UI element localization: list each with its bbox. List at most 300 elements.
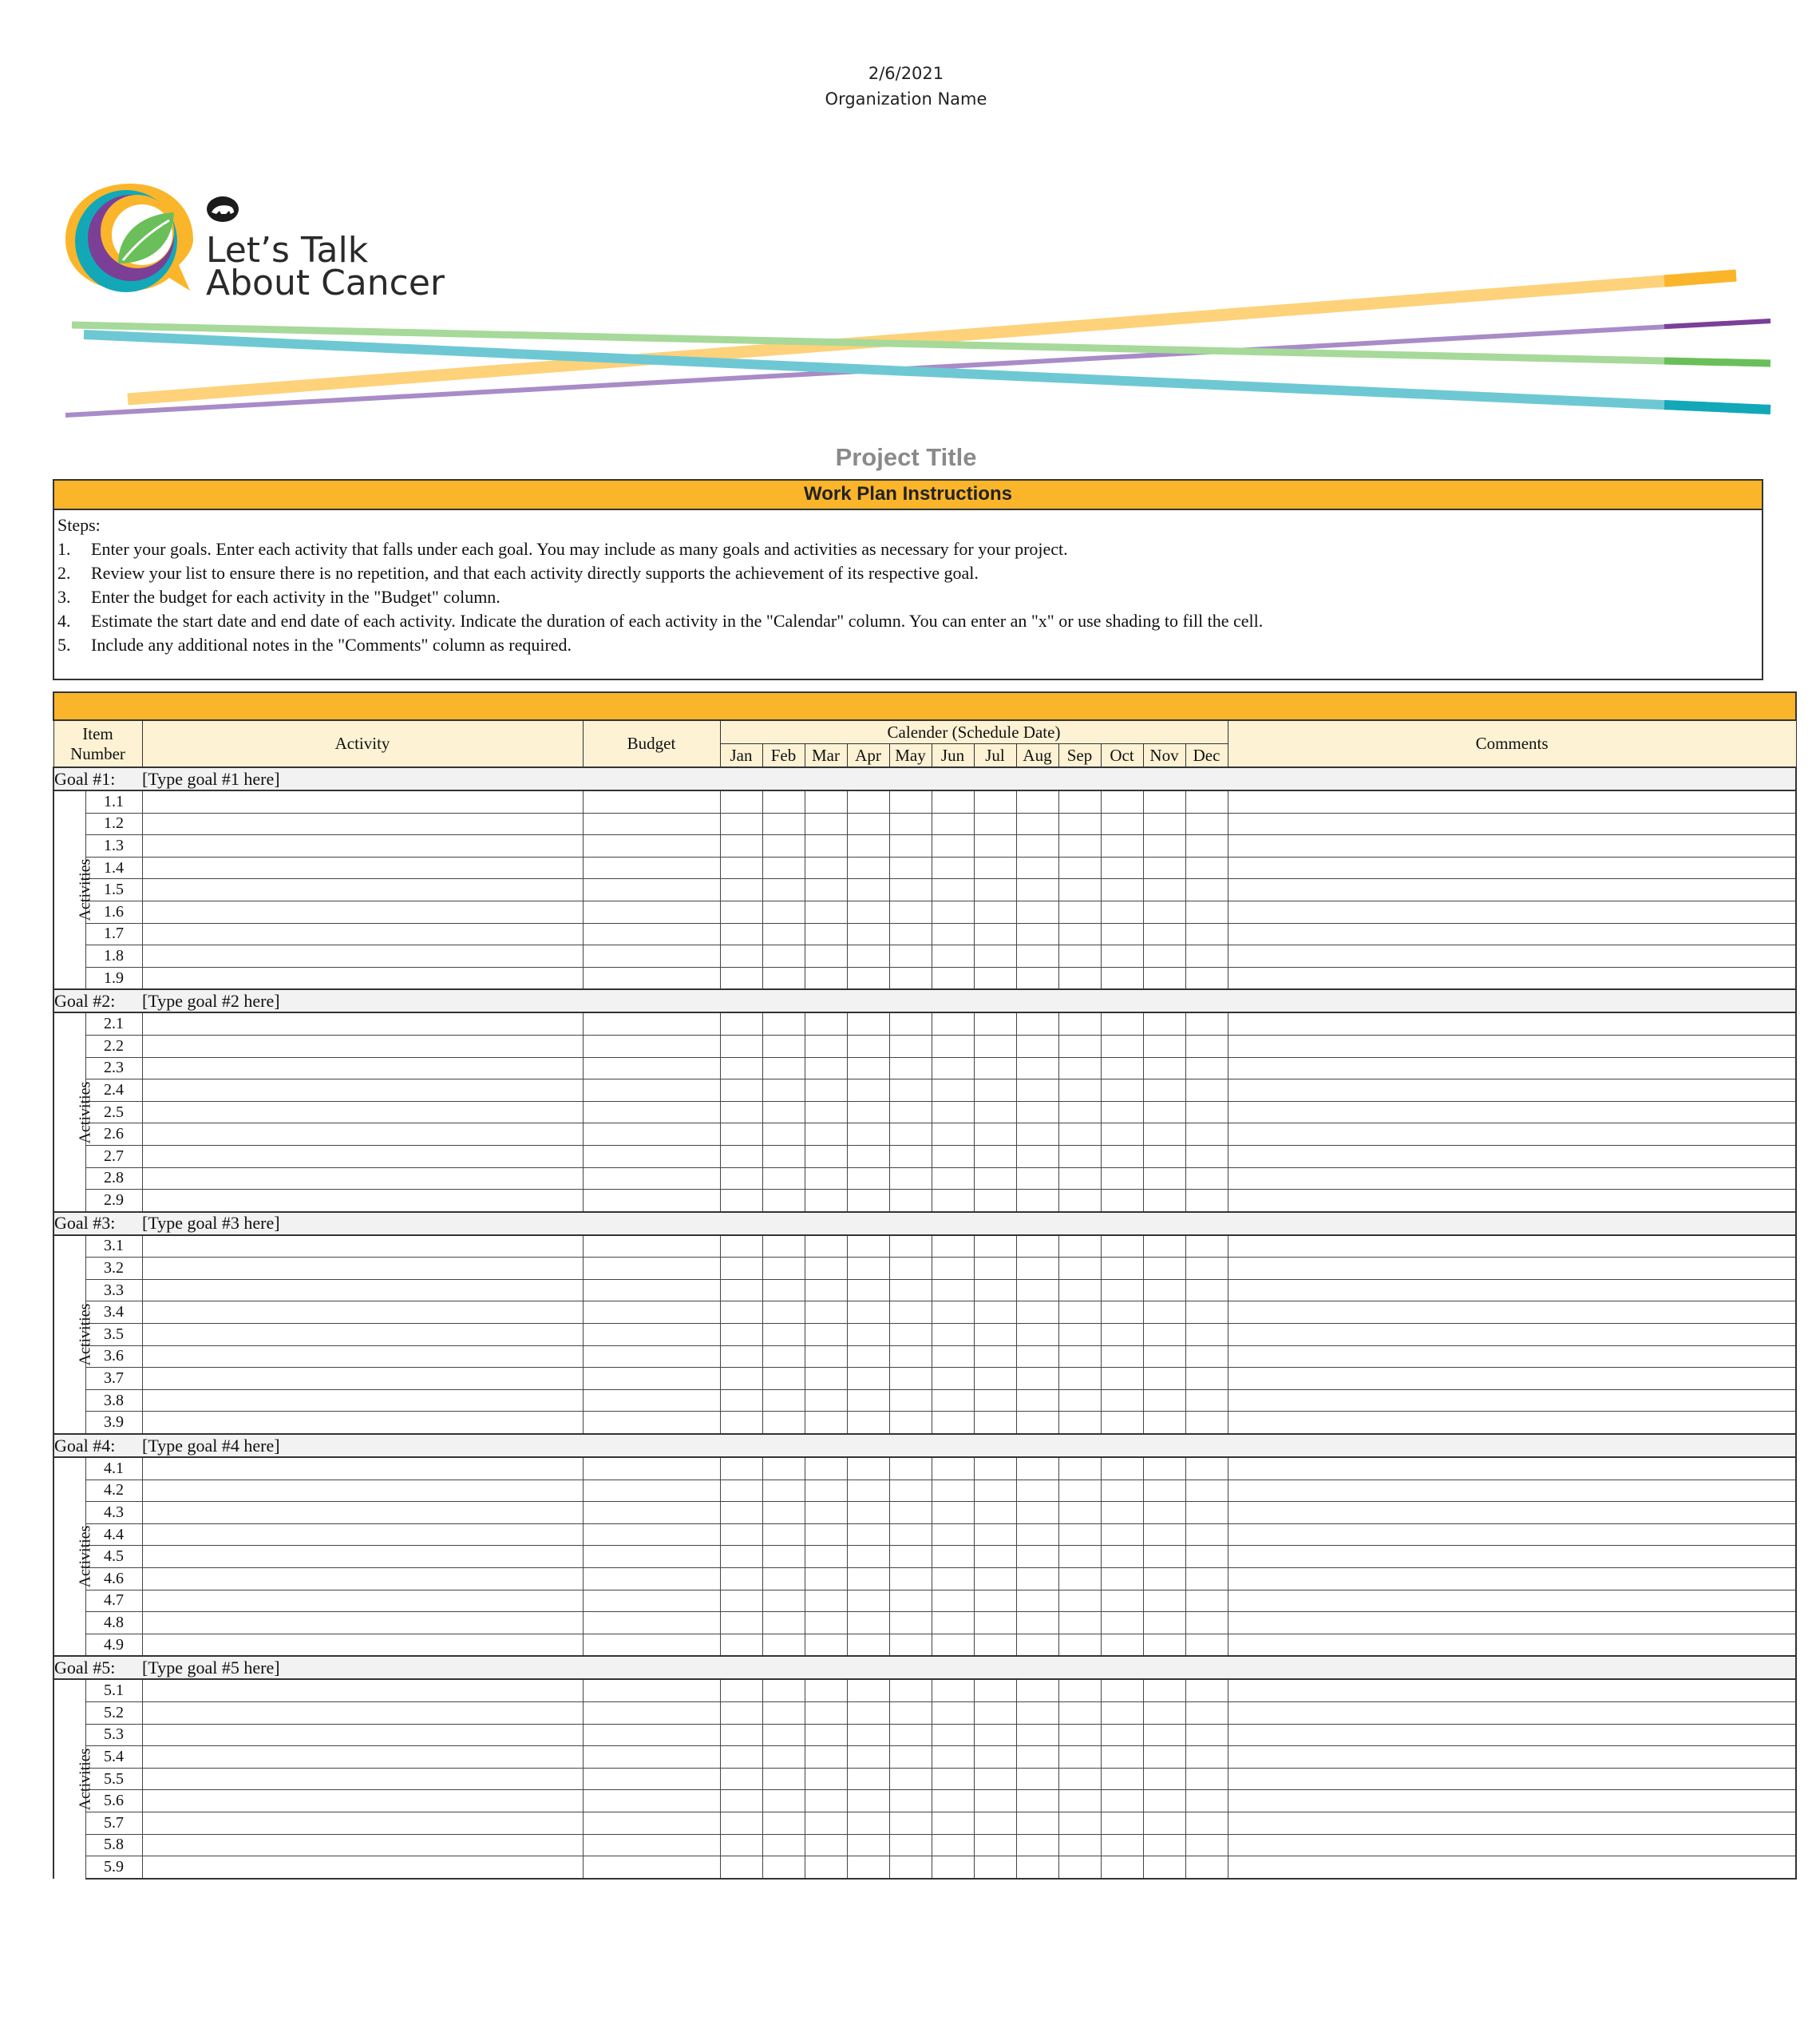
calendar-cell[interactable]: [974, 1612, 1016, 1634]
activity-cell[interactable]: [142, 1079, 583, 1102]
calendar-cell[interactable]: [889, 1457, 932, 1480]
calendar-cell[interactable]: [974, 1590, 1016, 1612]
calendar-cell[interactable]: [974, 835, 1016, 858]
calendar-cell[interactable]: [847, 1101, 889, 1123]
calendar-cell[interactable]: [847, 1389, 889, 1412]
activity-cell[interactable]: [142, 1035, 583, 1057]
calendar-cell[interactable]: [762, 790, 805, 813]
calendar-cell[interactable]: [805, 1701, 847, 1724]
calendar-cell[interactable]: [1185, 967, 1228, 989]
calendar-cell[interactable]: [974, 1123, 1016, 1146]
calendar-cell[interactable]: [805, 1035, 847, 1057]
calendar-cell[interactable]: [1058, 1345, 1101, 1368]
calendar-cell[interactable]: [847, 1167, 889, 1190]
calendar-cell[interactable]: [805, 1724, 847, 1746]
calendar-cell[interactable]: [1101, 945, 1143, 968]
calendar-cell[interactable]: [805, 835, 847, 858]
calendar-cell[interactable]: [1058, 1724, 1101, 1746]
calendar-cell[interactable]: [1058, 1790, 1101, 1812]
calendar-cell[interactable]: [1016, 1167, 1058, 1190]
calendar-cell[interactable]: [1101, 1079, 1143, 1102]
calendar-cell[interactable]: [762, 1101, 805, 1123]
calendar-cell[interactable]: [720, 1679, 762, 1701]
calendar-cell[interactable]: [847, 1634, 889, 1656]
calendar-cell[interactable]: [974, 1057, 1016, 1079]
calendar-cell[interactable]: [762, 1012, 805, 1035]
calendar-cell[interactable]: [762, 1856, 805, 1879]
calendar-cell[interactable]: [1143, 1301, 1185, 1324]
calendar-cell[interactable]: [974, 1457, 1016, 1480]
calendar-cell[interactable]: [1058, 1746, 1101, 1769]
calendar-cell[interactable]: [805, 1057, 847, 1079]
calendar-cell[interactable]: [1016, 1590, 1058, 1612]
calendar-cell[interactable]: [932, 1812, 974, 1834]
calendar-cell[interactable]: [1143, 1079, 1185, 1102]
calendar-cell[interactable]: [974, 790, 1016, 813]
calendar-cell[interactable]: [1101, 1856, 1143, 1879]
calendar-cell[interactable]: [1101, 1145, 1143, 1167]
calendar-cell[interactable]: [1101, 1389, 1143, 1412]
comments-cell[interactable]: [1228, 1546, 1796, 1568]
calendar-cell[interactable]: [1143, 901, 1185, 923]
activity-cell[interactable]: [142, 945, 583, 968]
calendar-cell[interactable]: [932, 1856, 974, 1879]
calendar-cell[interactable]: [805, 1345, 847, 1368]
calendar-cell[interactable]: [762, 1324, 805, 1346]
calendar-cell[interactable]: [889, 857, 932, 879]
budget-cell[interactable]: [583, 1701, 720, 1724]
calendar-cell[interactable]: [1058, 1590, 1101, 1612]
budget-cell[interactable]: [583, 790, 720, 813]
calendar-cell[interactable]: [720, 1634, 762, 1656]
calendar-cell[interactable]: [1185, 1057, 1228, 1079]
calendar-cell[interactable]: [974, 1345, 1016, 1368]
calendar-cell[interactable]: [805, 1190, 847, 1212]
calendar-cell[interactable]: [762, 1746, 805, 1769]
calendar-cell[interactable]: [1016, 1679, 1058, 1701]
calendar-cell[interactable]: [1058, 1279, 1101, 1301]
calendar-cell[interactable]: [974, 1389, 1016, 1412]
calendar-cell[interactable]: [1016, 1389, 1058, 1412]
budget-cell[interactable]: [583, 1035, 720, 1057]
calendar-cell[interactable]: [974, 1856, 1016, 1879]
calendar-cell[interactable]: [1058, 1368, 1101, 1390]
activity-cell[interactable]: [142, 1701, 583, 1724]
calendar-cell[interactable]: [1101, 813, 1143, 835]
budget-cell[interactable]: [583, 1502, 720, 1524]
calendar-cell[interactable]: [1185, 1345, 1228, 1368]
calendar-cell[interactable]: [1185, 1258, 1228, 1280]
calendar-cell[interactable]: [1143, 1345, 1185, 1368]
calendar-cell[interactable]: [1185, 1457, 1228, 1480]
calendar-cell[interactable]: [1016, 967, 1058, 989]
calendar-cell[interactable]: [805, 1523, 847, 1546]
calendar-cell[interactable]: [1016, 1834, 1058, 1856]
calendar-cell[interactable]: [1143, 1523, 1185, 1546]
activity-cell[interactable]: [142, 1724, 583, 1746]
activity-cell[interactable]: [142, 1502, 583, 1524]
calendar-cell[interactable]: [805, 1790, 847, 1812]
budget-cell[interactable]: [583, 901, 720, 923]
calendar-cell[interactable]: [1143, 1279, 1185, 1301]
calendar-cell[interactable]: [805, 967, 847, 989]
calendar-cell[interactable]: [1016, 1724, 1058, 1746]
budget-cell[interactable]: [583, 1368, 720, 1390]
calendar-cell[interactable]: [1143, 1768, 1185, 1790]
calendar-cell[interactable]: [1101, 1634, 1143, 1656]
calendar-cell[interactable]: [1185, 1768, 1228, 1790]
calendar-cell[interactable]: [805, 1368, 847, 1390]
calendar-cell[interactable]: [847, 1035, 889, 1057]
calendar-cell[interactable]: [932, 923, 974, 945]
calendar-cell[interactable]: [805, 1768, 847, 1790]
comments-cell[interactable]: [1228, 835, 1796, 858]
budget-cell[interactable]: [583, 967, 720, 989]
activity-cell[interactable]: [142, 967, 583, 989]
calendar-cell[interactable]: [1185, 1412, 1228, 1434]
calendar-cell[interactable]: [889, 901, 932, 923]
calendar-cell[interactable]: [762, 1345, 805, 1368]
comments-cell[interactable]: [1228, 1301, 1796, 1324]
calendar-cell[interactable]: [1016, 1057, 1058, 1079]
calendar-cell[interactable]: [847, 1190, 889, 1212]
calendar-cell[interactable]: [1058, 1235, 1101, 1258]
budget-cell[interactable]: [583, 1568, 720, 1590]
calendar-cell[interactable]: [720, 790, 762, 813]
activity-cell[interactable]: [142, 1568, 583, 1590]
calendar-cell[interactable]: [762, 1812, 805, 1834]
comments-cell[interactable]: [1228, 1145, 1796, 1167]
calendar-cell[interactable]: [1058, 1523, 1101, 1546]
comments-cell[interactable]: [1228, 1724, 1796, 1746]
comments-cell[interactable]: [1228, 1035, 1796, 1057]
calendar-cell[interactable]: [762, 1701, 805, 1724]
calendar-cell[interactable]: [847, 1279, 889, 1301]
calendar-cell[interactable]: [762, 1590, 805, 1612]
calendar-cell[interactable]: [1016, 1768, 1058, 1790]
calendar-cell[interactable]: [762, 1190, 805, 1212]
calendar-cell[interactable]: [932, 967, 974, 989]
calendar-cell[interactable]: [974, 967, 1016, 989]
project-title[interactable]: Project Title: [835, 443, 977, 471]
calendar-cell[interactable]: [1101, 901, 1143, 923]
calendar-cell[interactable]: [805, 857, 847, 879]
budget-cell[interactable]: [583, 1724, 720, 1746]
calendar-cell[interactable]: [720, 1167, 762, 1190]
calendar-cell[interactable]: [805, 1412, 847, 1434]
calendar-cell[interactable]: [720, 1812, 762, 1834]
comments-cell[interactable]: [1228, 1324, 1796, 1346]
calendar-cell[interactable]: [847, 1123, 889, 1146]
calendar-cell[interactable]: [762, 1235, 805, 1258]
comments-cell[interactable]: [1228, 857, 1796, 879]
calendar-cell[interactable]: [805, 1123, 847, 1146]
activity-cell[interactable]: [142, 1301, 583, 1324]
calendar-cell[interactable]: [762, 1679, 805, 1701]
calendar-cell[interactable]: [932, 1724, 974, 1746]
calendar-cell[interactable]: [1143, 813, 1185, 835]
budget-cell[interactable]: [583, 857, 720, 879]
calendar-cell[interactable]: [1058, 1324, 1101, 1346]
comments-cell[interactable]: [1228, 1235, 1796, 1258]
calendar-cell[interactable]: [1101, 857, 1143, 879]
calendar-cell[interactable]: [932, 1345, 974, 1368]
calendar-cell[interactable]: [1143, 879, 1185, 901]
calendar-cell[interactable]: [932, 1502, 974, 1524]
calendar-cell[interactable]: [720, 1701, 762, 1724]
calendar-cell[interactable]: [805, 1235, 847, 1258]
calendar-cell[interactable]: [805, 1834, 847, 1856]
calendar-cell[interactable]: [889, 1546, 932, 1568]
calendar-cell[interactable]: [974, 1235, 1016, 1258]
calendar-cell[interactable]: [889, 1389, 932, 1412]
calendar-cell[interactable]: [932, 1612, 974, 1634]
calendar-cell[interactable]: [974, 1523, 1016, 1546]
calendar-cell[interactable]: [762, 1834, 805, 1856]
comments-cell[interactable]: [1228, 1634, 1796, 1656]
activity-cell[interactable]: [142, 879, 583, 901]
calendar-cell[interactable]: [847, 901, 889, 923]
calendar-cell[interactable]: [932, 1279, 974, 1301]
calendar-cell[interactable]: [720, 1101, 762, 1123]
comments-cell[interactable]: [1228, 1389, 1796, 1412]
calendar-cell[interactable]: [974, 857, 1016, 879]
calendar-cell[interactable]: [1185, 1746, 1228, 1769]
activity-cell[interactable]: [142, 1345, 583, 1368]
calendar-cell[interactable]: [1016, 1746, 1058, 1769]
calendar-cell[interactable]: [1101, 1279, 1143, 1301]
calendar-cell[interactable]: [932, 857, 974, 879]
calendar-cell[interactable]: [762, 835, 805, 858]
calendar-cell[interactable]: [932, 1368, 974, 1390]
calendar-cell[interactable]: [1016, 1258, 1058, 1280]
activity-cell[interactable]: [142, 1790, 583, 1812]
calendar-cell[interactable]: [889, 1324, 932, 1346]
calendar-cell[interactable]: [1016, 1279, 1058, 1301]
calendar-cell[interactable]: [720, 1856, 762, 1879]
calendar-cell[interactable]: [847, 1502, 889, 1524]
calendar-cell[interactable]: [1016, 1123, 1058, 1146]
calendar-cell[interactable]: [889, 1190, 932, 1212]
calendar-cell[interactable]: [1101, 1812, 1143, 1834]
calendar-cell[interactable]: [720, 1235, 762, 1258]
calendar-cell[interactable]: [932, 1235, 974, 1258]
calendar-cell[interactable]: [1058, 1546, 1101, 1568]
calendar-cell[interactable]: [1143, 1856, 1185, 1879]
calendar-cell[interactable]: [1016, 1546, 1058, 1568]
activity-cell[interactable]: [142, 835, 583, 858]
calendar-cell[interactable]: [1058, 1057, 1101, 1079]
calendar-cell[interactable]: [847, 1746, 889, 1769]
calendar-cell[interactable]: [1016, 1457, 1058, 1480]
activity-cell[interactable]: [142, 1123, 583, 1146]
activity-cell[interactable]: [142, 813, 583, 835]
calendar-cell[interactable]: [889, 1724, 932, 1746]
calendar-cell[interactable]: [932, 1679, 974, 1701]
calendar-cell[interactable]: [720, 1790, 762, 1812]
activity-cell[interactable]: [142, 1634, 583, 1656]
calendar-cell[interactable]: [847, 790, 889, 813]
calendar-cell[interactable]: [1143, 967, 1185, 989]
calendar-cell[interactable]: [1101, 1412, 1143, 1434]
calendar-cell[interactable]: [974, 923, 1016, 945]
calendar-cell[interactable]: [1143, 1546, 1185, 1568]
calendar-cell[interactable]: [889, 923, 932, 945]
calendar-cell[interactable]: [1016, 1301, 1058, 1324]
calendar-cell[interactable]: [932, 1790, 974, 1812]
calendar-cell[interactable]: [720, 1012, 762, 1035]
calendar-cell[interactable]: [889, 1834, 932, 1856]
calendar-cell[interactable]: [1016, 923, 1058, 945]
calendar-cell[interactable]: [1058, 1768, 1101, 1790]
calendar-cell[interactable]: [1185, 1101, 1228, 1123]
activity-cell[interactable]: [142, 1590, 583, 1612]
calendar-cell[interactable]: [1058, 923, 1101, 945]
calendar-cell[interactable]: [1143, 1724, 1185, 1746]
comments-cell[interactable]: [1228, 1057, 1796, 1079]
calendar-cell[interactable]: [932, 835, 974, 858]
calendar-cell[interactable]: [974, 1679, 1016, 1701]
calendar-cell[interactable]: [847, 1345, 889, 1368]
calendar-cell[interactable]: [1143, 835, 1185, 858]
calendar-cell[interactable]: [720, 1412, 762, 1434]
comments-cell[interactable]: [1228, 1612, 1796, 1634]
calendar-cell[interactable]: [1058, 1101, 1101, 1123]
calendar-cell[interactable]: [889, 1101, 932, 1123]
calendar-cell[interactable]: [720, 1389, 762, 1412]
budget-cell[interactable]: [583, 1412, 720, 1434]
activity-cell[interactable]: [142, 857, 583, 879]
calendar-cell[interactable]: [932, 1634, 974, 1656]
calendar-cell[interactable]: [932, 1035, 974, 1057]
goal-text[interactable]: [Type goal #4 here]: [142, 1434, 1796, 1457]
calendar-cell[interactable]: [847, 1258, 889, 1280]
calendar-cell[interactable]: [762, 1457, 805, 1480]
calendar-cell[interactable]: [1101, 1612, 1143, 1634]
calendar-cell[interactable]: [1058, 1812, 1101, 1834]
calendar-cell[interactable]: [1185, 1724, 1228, 1746]
calendar-cell[interactable]: [1058, 1834, 1101, 1856]
calendar-cell[interactable]: [1185, 1123, 1228, 1146]
calendar-cell[interactable]: [1185, 1368, 1228, 1390]
calendar-cell[interactable]: [974, 1746, 1016, 1769]
calendar-cell[interactable]: [1016, 1812, 1058, 1834]
calendar-cell[interactable]: [720, 1546, 762, 1568]
budget-cell[interactable]: [583, 1546, 720, 1568]
calendar-cell[interactable]: [805, 1258, 847, 1280]
comments-cell[interactable]: [1228, 813, 1796, 835]
calendar-cell[interactable]: [1058, 1258, 1101, 1280]
calendar-cell[interactable]: [1101, 1746, 1143, 1769]
budget-cell[interactable]: [583, 879, 720, 901]
calendar-cell[interactable]: [1016, 945, 1058, 968]
calendar-cell[interactable]: [1143, 1324, 1185, 1346]
calendar-cell[interactable]: [1058, 879, 1101, 901]
comments-cell[interactable]: [1228, 790, 1796, 813]
calendar-cell[interactable]: [762, 1412, 805, 1434]
calendar-cell[interactable]: [932, 1768, 974, 1790]
calendar-cell[interactable]: [1185, 945, 1228, 968]
comments-cell[interactable]: [1228, 1568, 1796, 1590]
calendar-cell[interactable]: [1058, 1012, 1101, 1035]
calendar-cell[interactable]: [720, 1057, 762, 1079]
calendar-cell[interactable]: [1101, 1324, 1143, 1346]
calendar-cell[interactable]: [720, 1502, 762, 1524]
calendar-cell[interactable]: [889, 1701, 932, 1724]
comments-cell[interactable]: [1228, 1457, 1796, 1480]
calendar-cell[interactable]: [720, 945, 762, 968]
calendar-cell[interactable]: [805, 1679, 847, 1701]
calendar-cell[interactable]: [932, 1079, 974, 1102]
calendar-cell[interactable]: [974, 1701, 1016, 1724]
calendar-cell[interactable]: [762, 1368, 805, 1390]
calendar-cell[interactable]: [1058, 1389, 1101, 1412]
calendar-cell[interactable]: [889, 1235, 932, 1258]
budget-cell[interactable]: [583, 945, 720, 968]
calendar-cell[interactable]: [1185, 835, 1228, 858]
calendar-cell[interactable]: [762, 1123, 805, 1146]
calendar-cell[interactable]: [932, 1480, 974, 1502]
budget-cell[interactable]: [583, 1167, 720, 1190]
budget-cell[interactable]: [583, 835, 720, 858]
calendar-cell[interactable]: [1143, 1145, 1185, 1167]
activity-cell[interactable]: [142, 1389, 583, 1412]
goal-text[interactable]: [Type goal #5 here]: [142, 1656, 1796, 1679]
calendar-cell[interactable]: [932, 945, 974, 968]
calendar-cell[interactable]: [805, 1502, 847, 1524]
calendar-cell[interactable]: [1016, 1145, 1058, 1167]
calendar-cell[interactable]: [805, 1634, 847, 1656]
calendar-cell[interactable]: [1101, 1057, 1143, 1079]
calendar-cell[interactable]: [847, 1480, 889, 1502]
calendar-cell[interactable]: [1185, 1190, 1228, 1212]
calendar-cell[interactable]: [974, 1190, 1016, 1212]
calendar-cell[interactable]: [805, 1812, 847, 1834]
calendar-cell[interactable]: [762, 1389, 805, 1412]
calendar-cell[interactable]: [932, 1258, 974, 1280]
calendar-cell[interactable]: [974, 1012, 1016, 1035]
activity-cell[interactable]: [142, 1167, 583, 1190]
calendar-cell[interactable]: [847, 1546, 889, 1568]
calendar-cell[interactable]: [932, 1057, 974, 1079]
calendar-cell[interactable]: [1016, 1480, 1058, 1502]
calendar-cell[interactable]: [1016, 1235, 1058, 1258]
calendar-cell[interactable]: [889, 1679, 932, 1701]
calendar-cell[interactable]: [762, 945, 805, 968]
calendar-cell[interactable]: [974, 1812, 1016, 1834]
budget-cell[interactable]: [583, 1590, 720, 1612]
calendar-cell[interactable]: [932, 879, 974, 901]
activity-cell[interactable]: [142, 1480, 583, 1502]
calendar-cell[interactable]: [1058, 1079, 1101, 1102]
calendar-cell[interactable]: [847, 1079, 889, 1102]
calendar-cell[interactable]: [932, 1190, 974, 1212]
comments-cell[interactable]: [1228, 945, 1796, 968]
budget-cell[interactable]: [583, 813, 720, 835]
calendar-cell[interactable]: [889, 1035, 932, 1057]
calendar-cell[interactable]: [1058, 1480, 1101, 1502]
calendar-cell[interactable]: [762, 1546, 805, 1568]
calendar-cell[interactable]: [1143, 945, 1185, 968]
calendar-cell[interactable]: [762, 1145, 805, 1167]
calendar-cell[interactable]: [889, 1790, 932, 1812]
calendar-cell[interactable]: [805, 1324, 847, 1346]
calendar-cell[interactable]: [1185, 1145, 1228, 1167]
activity-cell[interactable]: [142, 1279, 583, 1301]
calendar-cell[interactable]: [889, 813, 932, 835]
calendar-cell[interactable]: [1185, 1701, 1228, 1724]
calendar-cell[interactable]: [720, 923, 762, 945]
